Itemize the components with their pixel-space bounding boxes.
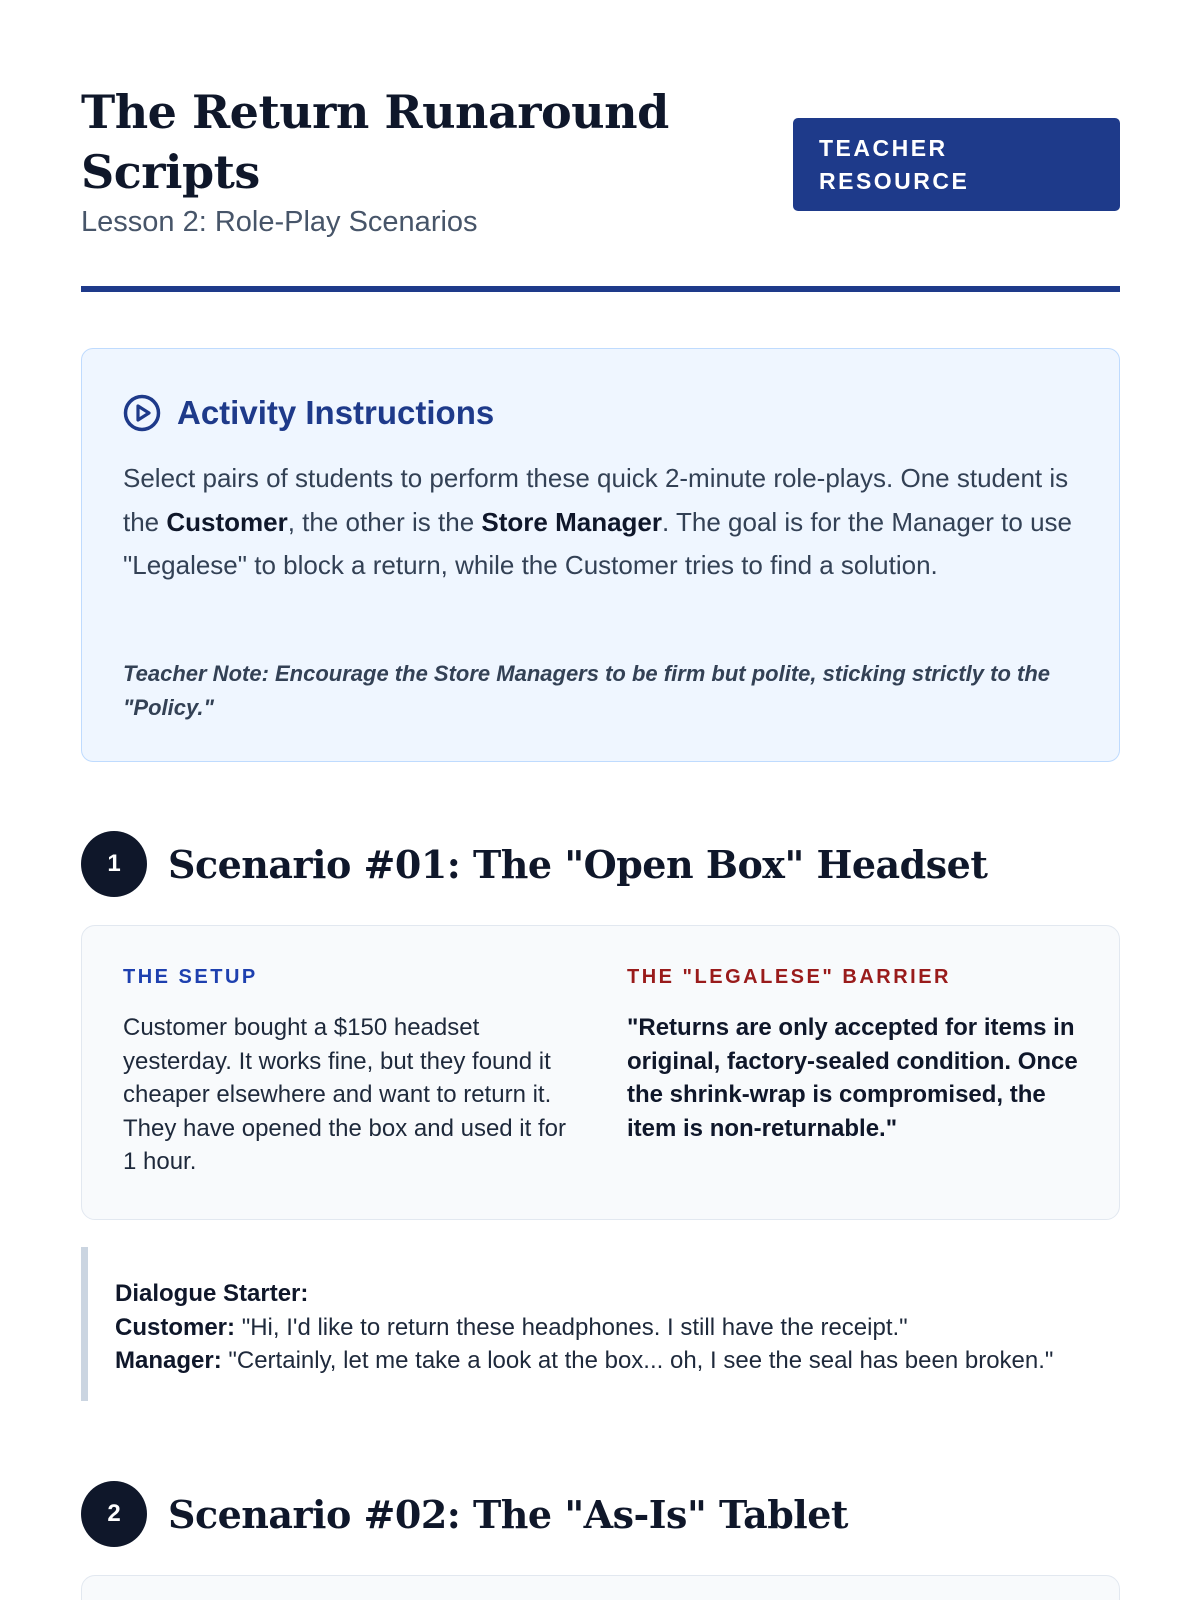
page-subtitle: Lesson 2: Role-Play Scenarios (81, 206, 478, 238)
instructions-title: Activity Instructions (177, 394, 495, 431)
instructions-text: Select pairs of students to perform these quick 2-minute role-plays. One student is the Customer, the other is the Store Manager. The goal is for the Manager to use "Legalese" to block a return, while the Customer tries to find a solution. (123, 463, 1072, 580)
document-header (81, 82, 1120, 292)
scenario-title: Scenario #01: The "Open Box" Headset (168, 841, 988, 887)
scenario-title: Scenario #02: The "As-Is" Tablet (168, 1491, 848, 1537)
role-customer: Customer (166, 506, 288, 537)
setup-column (123, 966, 575, 1179)
barrier-column (627, 966, 1087, 1145)
dialogue-line: Manager: "Certainly, let me take a look at the box... oh, I see the seal has been broken." (115, 1347, 1054, 1374)
setup-text: Customer bought a $150 headset yesterday. It works fine, but they found it cheaper elsewhere and want to return it. They have opened the box and used it for 1 hour. (123, 1014, 566, 1175)
activity-instructions-box (81, 348, 1120, 762)
scenario-1-card (81, 925, 1120, 1220)
page-title: The Return Runaround Scripts (81, 85, 669, 199)
play-circle-icon (123, 394, 161, 432)
scenario-1-heading (81, 830, 987, 898)
dialogue-starter (81, 1247, 1120, 1401)
scenario-2-heading (81, 1480, 848, 1548)
barrier-text: "Returns are only accepted for items in original, factory-sealed condition. Once the shrink-wrap is compromised, the item is non-returnable." (627, 1014, 1078, 1142)
scenario-2-card (81, 1575, 1120, 1600)
scenario-number-badge: 1 (81, 831, 147, 897)
header-divider (81, 286, 1120, 292)
role-manager: Store Manager (481, 506, 663, 537)
teacher-resource-badge: TEACHER RESOURCE (793, 118, 1120, 211)
dialogue-line: Customer: "Hi, I'd like to return these headphones. I still have the receipt." (115, 1313, 908, 1341)
setup-label: THE SETUP (123, 966, 258, 988)
instructions-heading (123, 391, 494, 435)
teacher-note: Teacher Note: Encourage the Store Managers to be firm but polite, sticking strictly to the "Policy." (123, 661, 1051, 720)
barrier-label: THE "LEGALESE" BARRIER (627, 966, 951, 988)
dialogue-heading: Dialogue Starter: (115, 1280, 309, 1307)
scenario-number-badge: 2 (81, 1481, 147, 1547)
